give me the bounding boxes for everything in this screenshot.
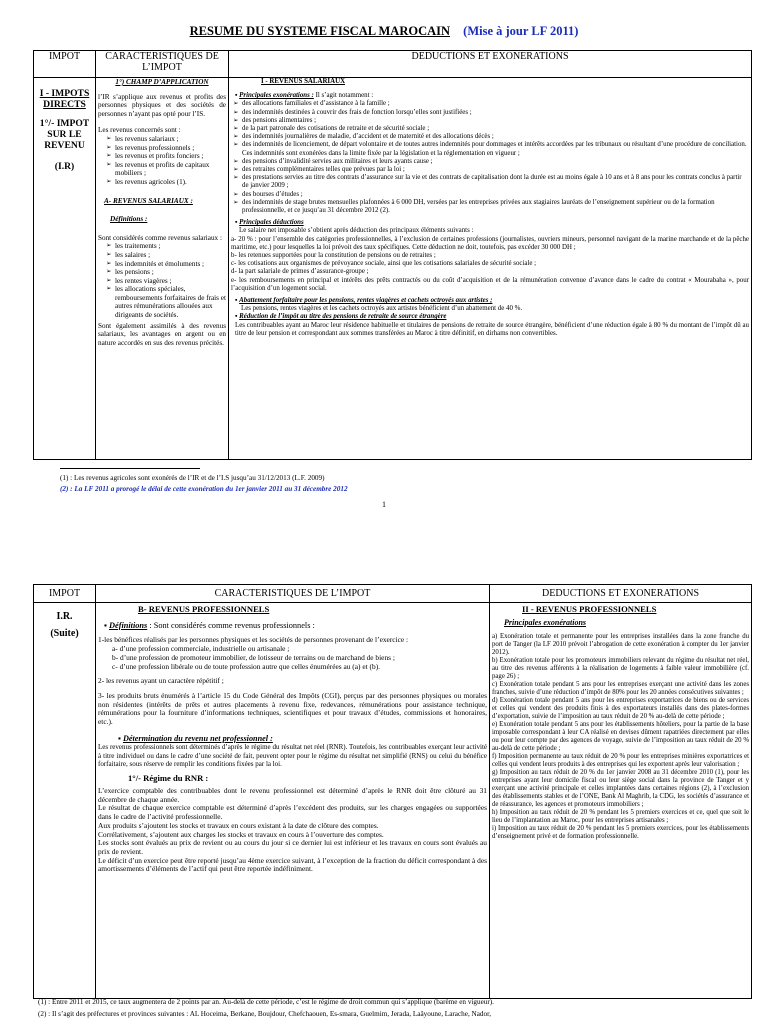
list-item: b- d’une profession de promoteur immobilier, de lotisseur de terrains ou de marchand de biens ; bbox=[112, 652, 395, 662]
deductions-intro: Le salaire net imposable s’obtient après déduction des principaux éléments suivants : bbox=[239, 227, 474, 235]
exoneration-item: i) Imposition au taux réduit de 20 % pendant les 5 premiers exercices, pour les établissements d’enseignement privé et de formation professionnelle. bbox=[492, 825, 749, 840]
footnote-2: (2) : Il s’agit des préfectures et provinces suivantes : AL Hoceima, Berkane, Boujdour, Chefchaouen, Es-smara, Guelmim, Jerada, Laâyoune, Larache, Nador, bbox=[38, 1010, 492, 1018]
list-item: ➢ les revenus salariaux ; bbox=[106, 135, 226, 144]
page-2 bbox=[0, 578, 768, 1024]
exoneration-item: c) Exonération totale pendant 5 ans pour les entreprises exerçant une activité dans les zones franches, suivie d’une réduction d’impôt de 80% pour les 20 années consécutives suivantes ; bbox=[492, 681, 749, 696]
rnr-text-3: Aux produits s’ajoutent les stocks et travaux en cours existant à la date de clôture des comptes. bbox=[98, 820, 379, 830]
rnr-text-4: Corrélativement, s’ajoutent aux charges les stocks et travaux en cours à l’ouverture des comptes. bbox=[98, 829, 384, 839]
professionnels-title: B- REVENUS PROFESSIONNELS bbox=[138, 604, 270, 614]
exonerations-title: Principales exonérations bbox=[504, 618, 587, 627]
definitions-title: Définitions : bbox=[110, 215, 148, 224]
exoneration-item: f) Imposition permanente au taux réduit de 20 % pour les entreprises minières exportatrices et celles qui vendent leurs produits à des entreprises qui les exportent après leur valorisation ; bbox=[492, 753, 749, 768]
item-2: 2- les revenus ayant un caractère répétitif ; bbox=[98, 676, 224, 686]
exonerations-title: Principales exonérations : bbox=[239, 92, 314, 100]
item-1-sublist bbox=[98, 645, 487, 671]
impot-cell bbox=[34, 78, 96, 460]
exoneration-item: b) Exonération totale pour les promoteurs immobiliers relevant du régime du résultat net réel, au titre des revenus afférents à la réalisation de logements à faible valeur immobilière (cf. page 26) ; bbox=[492, 657, 749, 680]
list-item: ➢ des bourses d’études ; bbox=[233, 191, 749, 199]
deductions-item: a- 20 % : pour l’ensemble des catégories professionnelles, à l’exclusion de certaines professions (journalistes, ouvriers mineurs, personnel navigant de la marine marchande et de la pêche maritime, etc.) pour lesquelles la loi prévoit des taux spécifiques. Cette déduction ne doit, toutefois, pas excéder 30 000 DH ; bbox=[231, 235, 749, 251]
abattement-text: Les pensions, rentes viagères et les cachets octroyés aux artistes bénéficient d’un abattement de 40 %. bbox=[241, 305, 523, 313]
impot-line1: I.R. bbox=[56, 611, 73, 622]
list-item: ➢ des indemnités destinées à couvrir des frais de fonction lorsqu’elles sont justifiées ; bbox=[233, 109, 749, 117]
exoneration-item: e) Exonération totale pendant 5 ans pour les établissements hôteliers, pour la partie de la base imposable correspondant à leur CA réalisé en devises dûment rapatriées directement par elles ou pour leur compte par des agences de voyage, suivie de l’imposition au taux réduit de 20 % au-delà de cette période ; bbox=[492, 721, 749, 752]
list-item: c- d’une profession libérale ou de toute profession autre que celles énumérées au (a) et (b). bbox=[112, 661, 381, 671]
list-item: ➢ les pensions ; bbox=[106, 268, 226, 277]
list-item: ➢ les rentes viagères ; bbox=[106, 277, 226, 286]
definitions-text: : Sont considérés comme revenus professionnels : bbox=[149, 620, 315, 630]
deductions-cell: I - REVENUS SALARIAUX ▪ Principales exonérations : Il s’agit notamment : ➢ des allocations familiales et d’assistance à la famille ; ➢ des indemnités destinées à couvrir des frais de fonction lorsqu’elles sont justifiées ; ➢ des pensions alimentaires ; ➢ de la part patronale des cotisations de retraite et de sécurité sociale ; ➢ des indemnités journalières de maladie, d’accident et de maternité et des allocations décès ; ➢ des indemnités de licenciement, de départ volontaire et de toutes autres indemnités pour dommages et intérêts accordées par les tribunaux ou résultant d’une procédure de conciliation. Ces indemnités sont exonérées dans la limite fixée par la législation et la réglementation en vigueur ; ➢ des pensions d’invalidité servies aux militaires et leurs ayants cause ; ➢ des retraites complémentaires telles que prévues par la loi ; ➢ des prestations servies au titre des contrats d’assurance sur la vie et des contrats de capitalisation dont la durée est au moins égale à 10 ans et à 8 ans pour les contrats conclus à partir de janvier 2009 ; ➢ des bourses d’études ; ➢ des indemnités de stage brutes mensuelles plafonnées à 6 000 DH, versées par les entreprises privées aux stagiaires lauréats de l’enseignement supérieur ou de la formation professionnelle, et ce jusqu’au 31 décembre 2012 (2). ▪ Principales déductions Le salaire net imposable s’obtient après déduction des principaux éléments suivants : a- 20 % : pour l’ensemble des catégories professionnelles, à l’exclusion de certaines professions (journalistes, ouvriers mineurs, personnel navigant de la marine marchande et de la pêche maritime, etc.) pour lesquelles la loi prévoit des taux spécifiques. Cette déduction ne doit, toutefois, pas excéder 30 000 DH ; b- les retenues supportées pour la constitution de pensions ou de retraites ; c- les cotisations aux organismes de prévoyance sociale, ainsi que les cotisations salariales de sécurité sociale ; d- la part salariale de primes d’assurance-groupe ; e- les remboursements en principal et intérêts des prêts contractés ou du coût d’acquisition et de la rémunération convenue d’avance dans le cadre du contrat « Mourabaha », pour l’acquisition d’un logement social. ▪ Abattement forfaitaire pour les pensions, rentes viagères et cachets octroyés aux artistes ; Les pensions, rentes viagères et les cachets octroyés aux artistes bénéficient d’un abattement de 40 %. ▪ Réduction de l’impôt au titre des pensions de retraite de source étrangère Les contribuables ayant au Maroc leur résidence habituelle et titulaires de pensions de retraite de source étrangère, bénéficient d’une réduction égale à 80 % du montant de l’impôt dû au titre de leur pension et correspondant aux sommes transférées au Maroc à titre définitif, en dirhams non convertibles. bbox=[229, 78, 752, 460]
header-deductions: DEDUCTIONS ET EXONERATIONS bbox=[229, 51, 752, 78]
impot-line3: (I.R) bbox=[54, 161, 75, 172]
fiscal-table-page-2 bbox=[33, 584, 752, 999]
list-item: ➢ les allocations spéciales, remboursements forfaitaires de frais et autres rémunérations allouées aux dirigeants de sociétés. bbox=[106, 285, 226, 319]
definitions-text: Sont considérés comme revenus salariaux : bbox=[98, 233, 222, 242]
list-item: ➢ les indemnités et émoluments ; bbox=[106, 260, 226, 269]
rnr-text-5: Les stocks sont évalués au prix de revient ou au cours du jour si ce dernier lui est inférieur et les travaux en cours sont évalués au prix de revient. bbox=[98, 838, 487, 856]
impot-line1: I - IMPOTS DIRECTS bbox=[39, 88, 90, 110]
document-title bbox=[0, 24, 768, 39]
caracteristiques-cell: B- REVENUS PROFESSIONNELS ▪ Définitions : Sont considérés comme revenus professionnels : 1-les bénéfices réalisés par les personnes physiques et les sociétés de personnes provenant de l’exercice : a- d’une profession commerciale, industrielle ou artisanale ; b- d’une profession de promoteur immobilier, de lotisseur de terrains ou de marchand de biens ; c- d’une profession libérale ou de toute profession autre que celles énumérées au (a) et (b). 2- les revenus ayant un caractère répétitif ; 3- les produits bruts énumérés à l’article 15 du Code Général des Impôts (CGI), perçus par des personnes physiques ou morales non résidentes (intérêts de prêts et autres placements à revenu fixe, redevances, rémunérations pour assistance technique, rémunérations pour la fourniture d’informations techniques, scientifiques et pour travaux d’études, commissions et honoraires, etc.). ▪ Détermination du revenu net professionnel : Les revenus professionnels sont déterminés d’après le régime du résultat net réel (RNR). Toutefois, les contribuables exerçant leur activité à titre individuel ou dans le cadre d’une société de fait, peuvent opter pour le régime du résultat net simplifié (RNS) ou celui du bénéfice forfaitaire, sous réserve de remplir les conditions fixées par la loi. 1°/- Régime du RNR : L’exercice comptable des contribuables dont le revenu professionnel est déterminé d’après le RNR doit être clôturé au 31 décembre de chaque année. Le résultat de chaque exercice comptable est déterminé d’après l’excédent des produits, sur les charges engagées ou supportées dans le cadre de l’activité professionnelle. Aux produits s’ajoutent les stocks et travaux en cours existant à la date de clôture des comptes. Corrélativement, s’ajoutent aux charges les stocks et travaux en cours à l’ouverture des comptes. Les stocks sont évalués au prix de revient ou au cours du jour si ce dernier lui est inférieur et les travaux en cours sont évalués au prix de revient. Le déficit d’un exercice peut être reporté jusqu’au 4ème exercice suivant, à l’exception de la fraction du déficit correspondant à des amortissements d’éléments de l’actif qui peut être reportée indéfiniment. bbox=[96, 603, 490, 999]
footnote-2: (2) : La LF 2011 a prorogé le délai de cette exonération du 1er janvier 2011 au 31 décembre 2012 bbox=[60, 485, 348, 493]
page-gap bbox=[0, 520, 768, 578]
list-item: ➢ les revenus professionnels ; bbox=[106, 144, 226, 153]
deductions-item: d- la part salariale de primes d’assurance-groupe ; bbox=[231, 268, 369, 276]
list-item: ➢ des prestations servies au titre des contrats d’assurance sur la vie et des contrats de capitalisation dont la durée est au moins égale à 10 ans et à 8 ans pour les contrats conclus à partir de janvier 2009 ; bbox=[233, 174, 749, 190]
exonerations-list bbox=[231, 100, 749, 215]
header-deductions: DEDUCTIONS ET EXONERATIONS bbox=[490, 585, 752, 603]
exoneration-item: a) Exonération totale et permanente pour les entreprises installées dans la zone franche du port de Tanger (la LF 2010 prévoit l’abrogation de cette exonération à compter du 1er janvier 2012). bbox=[492, 633, 749, 656]
list-item: ➢ des indemnités de stage brutes mensuelles plafonnées à 6 000 DH, versées par les entreprises privées aux stagiaires lauréats de l’enseignement supérieur ou de la formation professionnelle, et ce jusqu’au 31 décembre 2012 (2). bbox=[233, 199, 749, 215]
list-item: ➢ les revenus agricoles (1). bbox=[106, 178, 226, 187]
header-caracteristiques: CARACTERISTIQUES DE L’IMPOT bbox=[96, 585, 490, 603]
deductions-item: b- les retenues supportées pour la constitution de pensions ou de retraites ; bbox=[231, 252, 436, 260]
caracteristiques-cell bbox=[96, 78, 229, 460]
impot-cell bbox=[34, 603, 96, 999]
footnote-separator bbox=[60, 468, 200, 469]
exonerations-intro: Il s’agit notamment : bbox=[315, 92, 374, 100]
abattement-title: Abattement forfaitaire pour les pensions, rentes viagères et cachets octroyés aux artistes ; bbox=[239, 297, 493, 305]
exoneration-item: g) Imposition au taux réduit de 20 % du 1er janvier 2008 au 31 décembre 2010 (1), pour les entreprises ayant leur domicile fiscal ou leur siège social dans la province de Tanger et y exerçant une activité principale et celles implantées dans certaines régions (2), à l’exclusion des établissements stables et de l’ONE, Bank Al Maghrib, la CDG, les sociétés d’assurance et de réassurance, les agences et promoteurs immobiliers ; bbox=[492, 769, 749, 808]
impot-line2: 1°/- IMPOT SUR LE REVENU bbox=[39, 118, 90, 151]
footnote-1: (1) : Entre 2011 et 2015, ce taux augmentera de 2 points par an. Au-delà de cette période, c’est le régime de droit commun qui s’applique (barème en vigueur). bbox=[38, 998, 494, 1006]
concernes-list bbox=[98, 135, 226, 187]
list-item: a- d’une profession commerciale, industrielle ou artisanale ; bbox=[112, 644, 290, 654]
header-impot: IMPOT bbox=[34, 585, 96, 603]
footnote-1: (1) : Les revenus agricoles sont exonérés de l’IR et de l’I.S jusqu’au 31/12/2013 (L.F. 2009) bbox=[60, 474, 325, 482]
definitions-title: Définitions bbox=[109, 620, 148, 630]
item-1: 1-les bénéfices réalisés par les personnes physiques et les sociétés de personnes provenant de l’exercice : bbox=[98, 635, 409, 645]
list-item: ➢ des retraites complémentaires telles que prévues par la loi ; bbox=[233, 166, 749, 174]
title-main: RESUME DU SYSTEME FISCAL MAROCAIN bbox=[189, 24, 451, 38]
exoneration-item: d) Exonération totale pendant 5 ans pour les entreprises exportatrices de biens ou de services et celles qui vendent des produits finis à des exportateurs installés dans des plates-formes d’exportation, suivie de l’imposition au taux réduit de 20 % au-delà de cette période ; bbox=[492, 697, 749, 720]
champ-title: 1°) CHAMP D’APPLICATION bbox=[115, 78, 209, 86]
item-3: 3- les produits bruts énumérés à l’article 15 du Code Général des Impôts (CGI), perçus par des personnes physiques ou morales non résidentes (intérêts de prêts et autres placements à revenu fixe, redevances, rémunérations pour assistance technique, rémunérations pour la fourniture d’informations techniques, scientifiques et pour travaux d’études, commissions et honoraires, etc.). bbox=[98, 690, 487, 727]
fiscal-table-page-1 bbox=[33, 50, 752, 460]
list-item: ➢ des indemnités de licenciement, de départ volontaire et de toutes autres indemnités pour dommages et intérêts accordées par les tribunaux ou résultant d’une procédure de conciliation. Ces indemnités sont exonérées dans la limite fixée par la législation et la réglementation en vigueur ; bbox=[233, 141, 749, 157]
exoneration-item: h) Imposition au taux réduit de 20 % pendant les 5 premiers exercices et ce, quel que soit le lieu de l’implantation au Maroc, pour les entreprises artisanales ; bbox=[492, 809, 749, 824]
reduction-text: Les contribuables ayant au Maroc leur résidence habituelle et titulaires de pensions de retraite de source étrangère, bénéficient d’une réduction égale à 80 % du montant de l’impôt dû au titre de leur pension et correspondant aux sommes transférées au Maroc à titre définitif, en dirhams non convertibles. bbox=[235, 321, 749, 337]
title-update: (Mise à jour LF 2011) bbox=[463, 24, 579, 38]
list-item: ➢ des allocations familiales et d’assistance à la famille ; bbox=[233, 100, 749, 108]
revenus-salariaux-title: A- REVENUS SALARIAUX : bbox=[104, 196, 193, 205]
list-item: ➢ des indemnités journalières de maladie, d’accident et de maternité et des allocations décès ; bbox=[233, 133, 749, 141]
list-item: ➢ les revenus et profits de capitaux mobiliers ; bbox=[106, 161, 226, 178]
list-item: ➢ les revenus et profits fonciers ; bbox=[106, 152, 226, 161]
deductions-item: e- les remboursements en principal et intérêts des prêts contractés ou du coût d’acquisition et de la rémunération convenue d’avance dans le cadre du contrat « Mourabaha », pour l’acquisition d’un logement social. bbox=[231, 276, 749, 292]
champ-text: l’IR s’applique aux revenus et profits des personnes physiques et des sociétés de personnes n’ayant pas opté pour l’IS. bbox=[98, 92, 226, 118]
deductions-title: II - REVENUS PROFESSIONNELS bbox=[522, 604, 657, 614]
list-item: ➢ de la part patronale des cotisations de retraite et de sécurité sociale ; bbox=[233, 125, 749, 133]
salariaux-list bbox=[98, 242, 226, 319]
rnr-text-6: Le déficit d’un exercice peut être reporté jusqu’au 4ème exercice suivant, à l’exception de la fraction du déficit correspondant à des amortissements d’éléments de l’actif qui peut être reportée indéfiniment. bbox=[98, 855, 487, 874]
determination-title: Détermination du revenu net professionnel : bbox=[122, 733, 273, 743]
rnr-text-2: Le résultat de chaque exercice comptable est déterminé d’après l’excédent des produits, sur les charges engagées ou supportées dans le cadre de l’activité professionnelle. bbox=[98, 803, 487, 822]
deductions-title: I - REVENUS SALARIAUX bbox=[261, 78, 346, 85]
deductions-item: c- les cotisations aux organismes de prévoyance sociale, ainsi que les cotisations salariales de sécurité sociale ; bbox=[231, 260, 537, 268]
list-item: ➢ des pensions d’invalidité servies aux militaires et leurs ayants cause ; bbox=[233, 158, 749, 166]
list-item: ➢ les traitements ; bbox=[106, 242, 226, 251]
determination-text: Les revenus professionnels sont déterminés d’après le régime du résultat net réel (RNR). Toutefois, les contribuables exerçant leur activité à titre individuel ou dans le cadre d’une société de fait, peuvent opter pour le régime du résultat net simplifié (RNS) ou celui du bénéfice forfaitaire, sous réserve de remplir les conditions fixées par la loi. bbox=[98, 743, 487, 769]
deductions-cell bbox=[490, 603, 752, 999]
list-item: ➢ les salaires ; bbox=[106, 251, 226, 260]
reduction-title: Réduction de l’impôt au titre des pensions de retraite de source étrangère bbox=[239, 313, 447, 321]
header-impot: IMPOT bbox=[34, 51, 96, 78]
deductions-subtitle: Principales déductions bbox=[239, 219, 304, 227]
header-caracteristiques: CARACTERISTIQUES DE L’IMPOT bbox=[96, 51, 229, 78]
impot-line2: (Suite) bbox=[50, 628, 79, 639]
assimiles-text: Sont également assimilés à des revenus salariaux, les avantages en argent ou en nature accordés en sus des revenus précités. bbox=[98, 321, 226, 347]
rnr-text-1: L’exercice comptable des contribuables dont le revenu professionnel est déterminé d’après le RNR doit être clôturé au 31 décembre de chaque année. bbox=[98, 786, 487, 804]
rnr-title: 1°/- Régime du RNR : bbox=[128, 773, 209, 784]
list-item: ➢ des pensions alimentaires ; bbox=[233, 117, 749, 125]
concernes-title: Les revenus concernés sont : bbox=[98, 126, 181, 135]
page-number: 1 bbox=[382, 500, 386, 509]
